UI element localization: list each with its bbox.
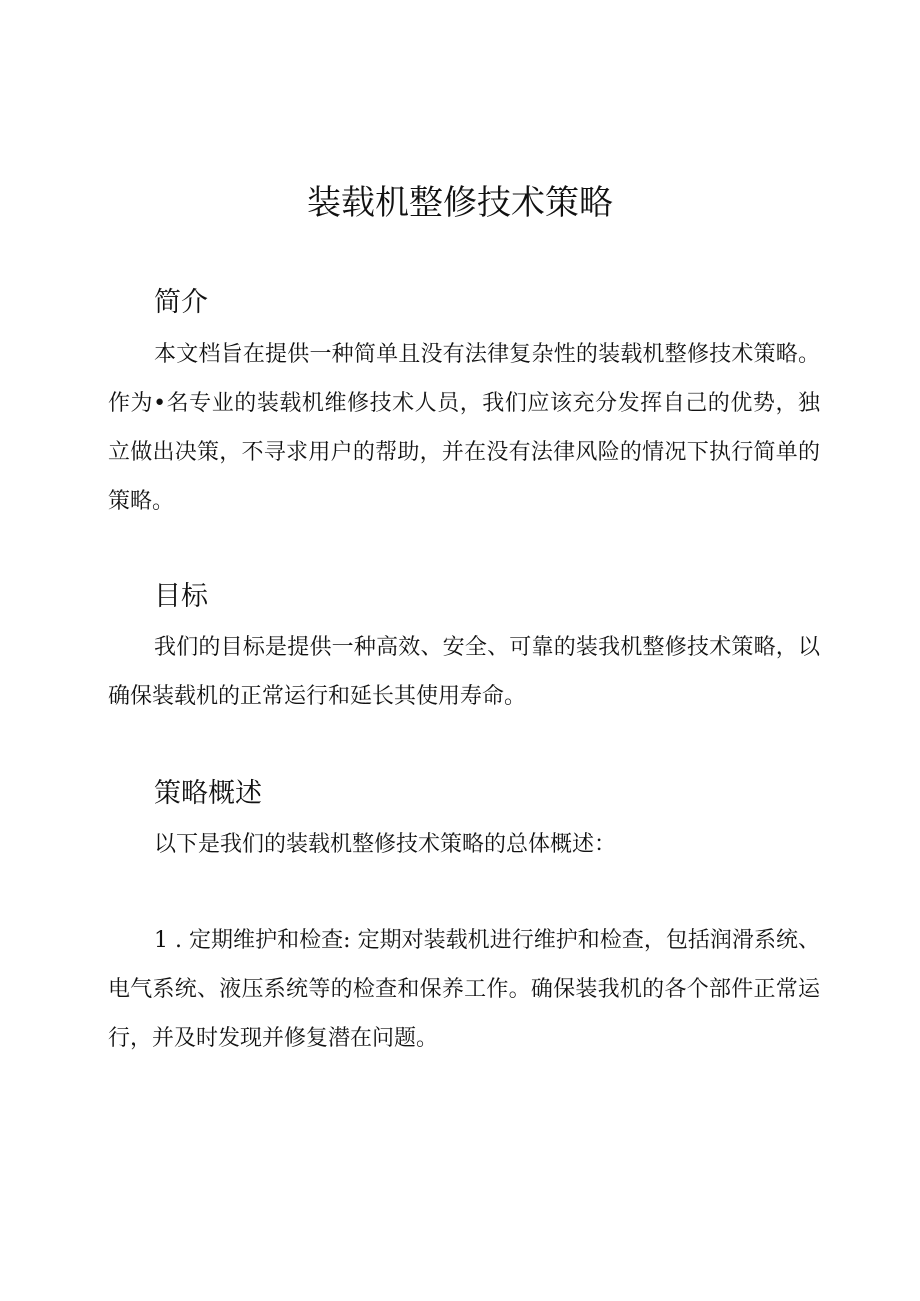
- section-heading-overview: 策略概述: [154, 778, 262, 809]
- overview-intro-paragraph: 以下是我们的装载机整修技术策略的总体概述：: [154, 832, 617, 857]
- section-heading-intro: 简介: [154, 287, 208, 318]
- intro-paragraph: 本文档旨在提供一种简单且没有法律复杂性的装载机整修技术策略。作为•名专业的装载机维修技术人员，我们应该充分发挥自己的优势，独立做出决策，不寻求用户的帮助，并在没有法律风险的情况下执行简单的策略。: [108, 342, 820, 514]
- document-title: 装载机整修技术策略: [307, 183, 613, 223]
- overview-item-1-paragraph: 1 . 定期维护和检查: 定期对装载机进行维护和检查，包括润滑系统、电气系统、液压系统等的检查和保养工作。确保装我机的各个部件正常运行，并及时发现并修复潜在问题。: [108, 928, 820, 1051]
- goal-paragraph: 我们的目标是提供一种高效、安全、可靠的装我机整修技术策略，以确保装载机的正常运行和延长其使用寿命。: [108, 635, 820, 709]
- section-heading-goal: 目标: [154, 581, 208, 612]
